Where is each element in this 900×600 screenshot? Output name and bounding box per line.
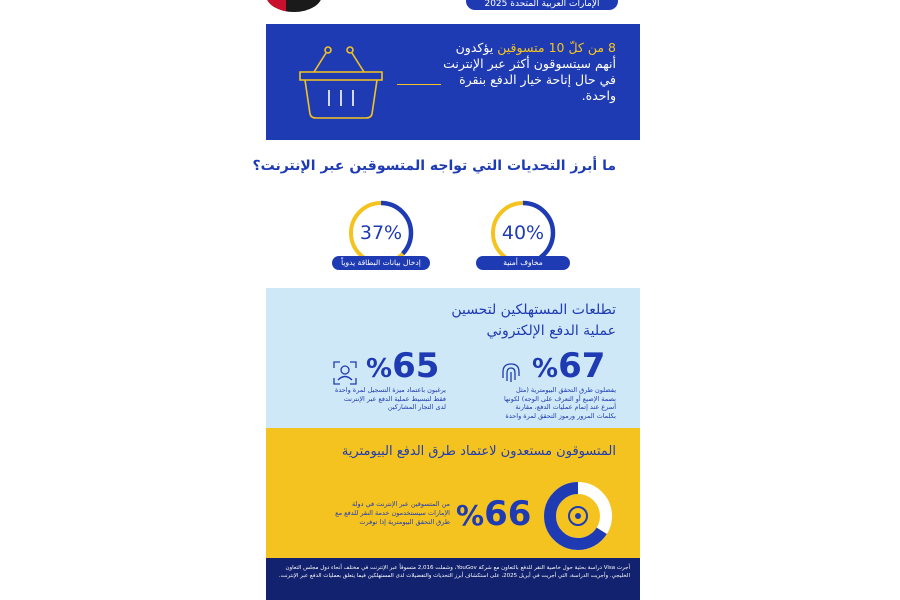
manual-card-entry-label: إدخال بيانات البطاقة يدوياً [332,256,430,270]
biometric-readiness-text: من المتسوقين عبر الإنترنت في دولة الإمارات سيستخدمون خدمة النقر للدفع مع طرق التحقق البيومترية إذا توفرت [335,500,450,526]
fingerprint-icon [498,360,524,386]
highlight-text: 8 من كلّ 10 متسوقين [497,40,616,55]
expectations-title-line2: عملية الدفع الإلكتروني [486,323,616,339]
statement-text: يؤكدون أنهم سيتسوقون أكثر عبر الإنترنت في حال إتاحة خيار الدفع بنقرة واحدة. [443,40,616,103]
section-biometric-readiness [266,428,640,558]
biometric-readiness-number: 66 [484,494,532,534]
percent-sign: % [366,354,393,384]
security-concerns-value: 40% [501,222,545,244]
top-strip [266,0,640,20]
year-pill: الإمارات العربية المتحدة 2025 [466,0,618,10]
flag-icon [266,0,322,12]
expectations-title-line1: تطلعات المستهلكين لتحسين [451,302,616,318]
biometric-readiness-stat [452,494,531,534]
security-concerns-label: مخاوف أمنية [476,256,570,270]
biometric-readiness-title: المتسوقون مستعدون لاعتماد طرق الدفع البيومترية [341,444,616,459]
expectations-title [366,300,616,342]
section-one-click-stat [266,24,640,140]
percent-sign: % [456,499,485,532]
challenges-title: ما أبرز التحديات التي تواجه المتسوقين عبر الإنترنت؟ [252,158,616,174]
donut-chart-icon [542,480,614,552]
single-registration-number: 65 [392,346,440,386]
section-expectations [266,288,640,428]
section-challenges [252,140,640,288]
manual-card-entry-value: 37% [359,222,403,244]
percent-sign: % [532,354,559,384]
biometric-preference-stat [498,346,605,386]
footer-text: أجرت Visa دراسة بحثية حول خاصية النقر للدفع بالتعاون مع شركة YouGov، وشملت 2,016 متسوقاً عبر الإنترنت في مختلف أنحاء دول مجلس التعاون الخليجي. وأجريت الدراسة، التي أجريت في أبريل 2025، على استكشاف أبرز التحديات والتفضيلات لدى المستهلكين فيما يتعلق بعمليات الدفع عبر الإنترنت. [278,565,630,579]
shopping-basket-icon [296,42,396,122]
single-registration-text: يرغبون باعتماد ميزة التسجيل لمرة واحدة فقط لتبسيط عملية الدفع عبر الإنترنت لدى التجار المشاركين [334,386,446,411]
footer-note [266,558,640,600]
single-registration-stat [332,346,439,386]
biometric-preference-text: يفضلون طرق التحقق البيومترية (مثل بصمة الإصبع أو التعرف على الوجه) لكونها أسرع عند إتمام عمليات الدفع، مقارنة بكلمات المرور ورموز التحقق لمرة واحدة [503,386,616,420]
one-click-statement [431,40,616,104]
infographic [252,0,640,600]
face-scan-icon [332,360,358,386]
biometric-preference-number: 67 [558,346,606,386]
